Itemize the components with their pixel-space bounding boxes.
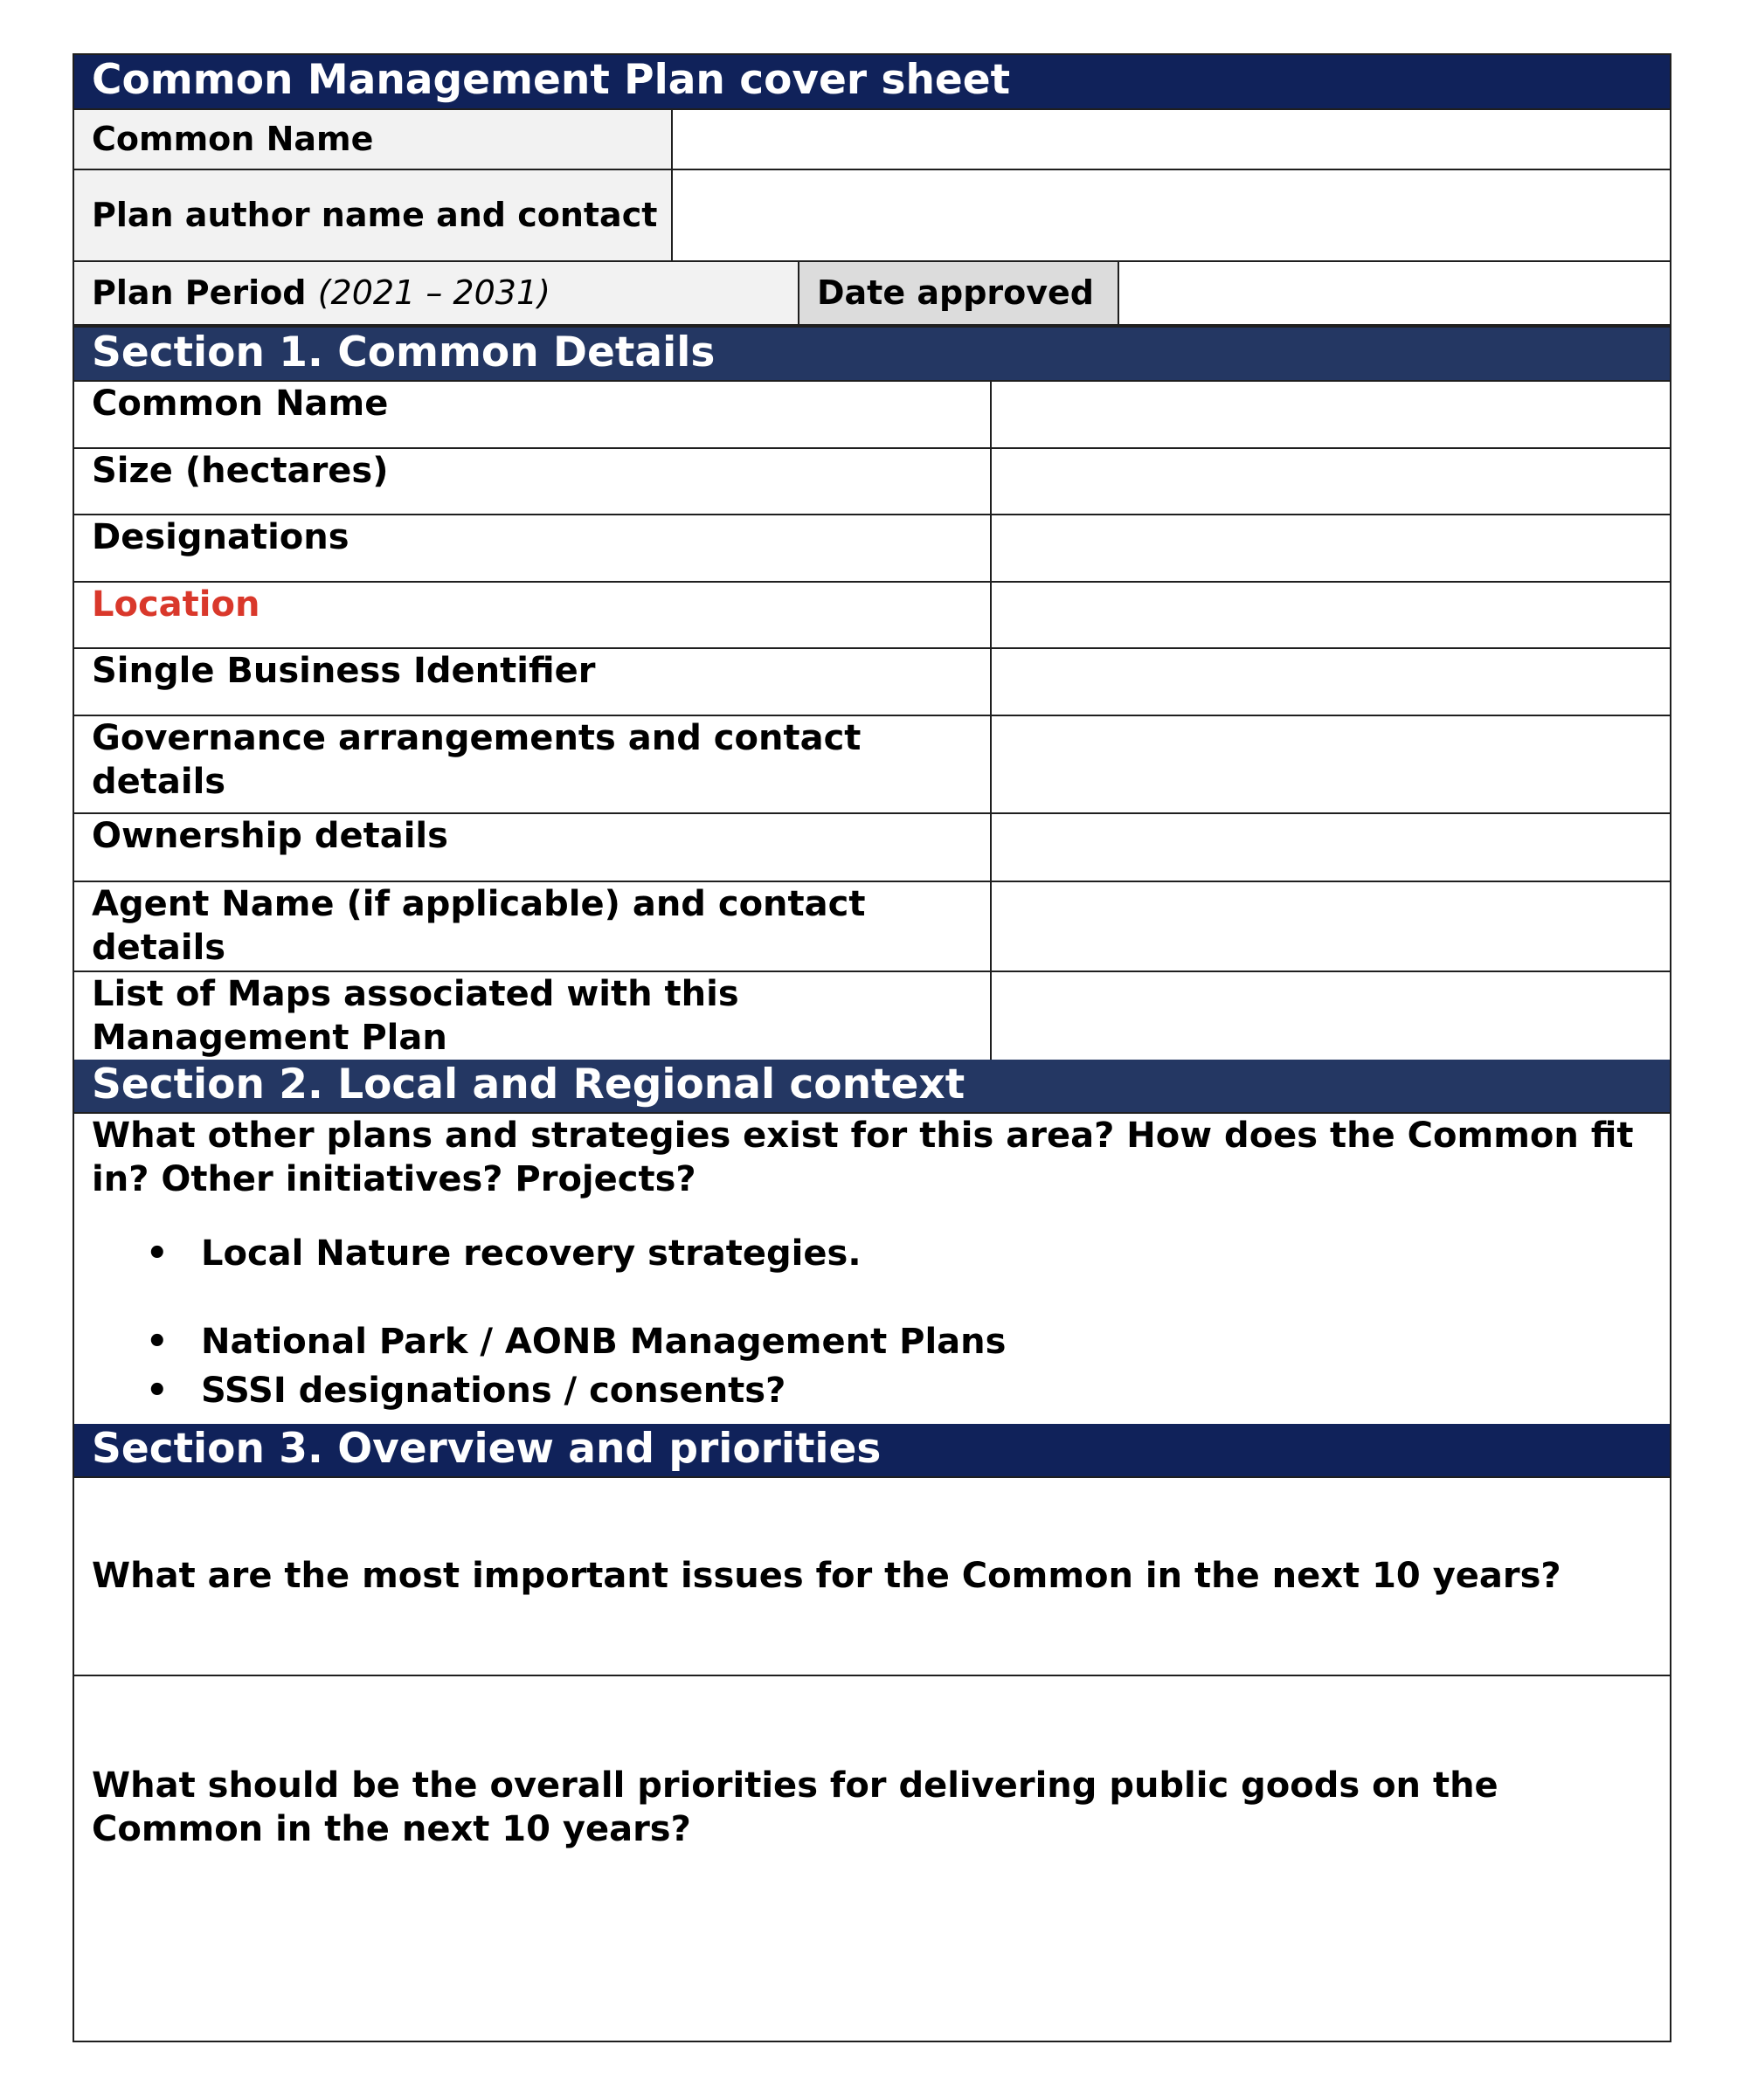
plan-period-range: (2021 – 2031) [317,273,550,312]
s1-row-agent-label: Agent Name (if applicable) and contact details [92,884,866,968]
section2-question: What other plans and strategies exist for this area? How does the Common fit in? Other initiatives? Projects? [92,1116,1634,1199]
s1-row-sbi-field[interactable] [992,649,1670,715]
s1-row-size-label: Size (hectares) [92,451,389,491]
cover-common-name-field[interactable] [673,110,1670,169]
s1-row-size-field[interactable] [992,449,1670,514]
s1-row-ownership-field[interactable] [992,814,1670,881]
bullet-item-lnrs: • Local Nature recovery strategies. [74,1232,862,1275]
s1-row-agent-field[interactable] [992,882,1670,971]
date-approved-field[interactable] [1119,262,1670,324]
s1-row-sbi-label: Single Business Identifier [92,651,596,691]
section1-title: Section 1. Common Details [74,328,1670,380]
s1-row-governance-label: Governance arrangements and contact details [92,718,862,802]
cover-author-label: Plan author name and contact [74,170,671,260]
cover-sheet-title: Common Management Plan cover sheet [74,55,1670,108]
s1-row-designations-label: Designations [92,517,349,557]
bullet-item-sssi: • SSSI designations / consents? [74,1369,785,1413]
section3-question-issues: What are the most important issues for the Common in the next 10 years? [92,1556,1561,1596]
date-approved-label: Date approved [799,262,1118,324]
s1-row-ownership-label: Ownership details [92,816,448,856]
s1-row-designations-field[interactable] [992,515,1670,581]
section3-question-priorities: What should be the overall priorities for delivering public goods on the Common in the next 10 years? [92,1765,1498,1849]
cover-common-name-label: Common Name [74,110,671,169]
plan-period-text: Plan Period [92,273,307,312]
cover-sheet-table [73,53,1671,2042]
s1-row-governance-field[interactable] [992,716,1670,812]
s1-row-maps-label: List of Maps associated with this Management Plan [92,974,739,1058]
s1-row-maps-field[interactable] [992,972,1670,1060]
s1-row-common-name-label: Common Name [92,383,389,424]
cover-author-field[interactable] [673,170,1670,260]
section2-title: Section 2. Local and Regional context [74,1060,1670,1112]
s1-row-common-name-field[interactable] [992,382,1670,447]
section3-title: Section 3. Overview and priorities [74,1424,1670,1476]
s1-row-location-label: Location [92,584,260,625]
plan-period-label [74,262,798,324]
bullet-item-national-park: • National Park / AONB Management Plans [74,1320,1006,1364]
s1-row-location-field[interactable] [992,583,1670,647]
